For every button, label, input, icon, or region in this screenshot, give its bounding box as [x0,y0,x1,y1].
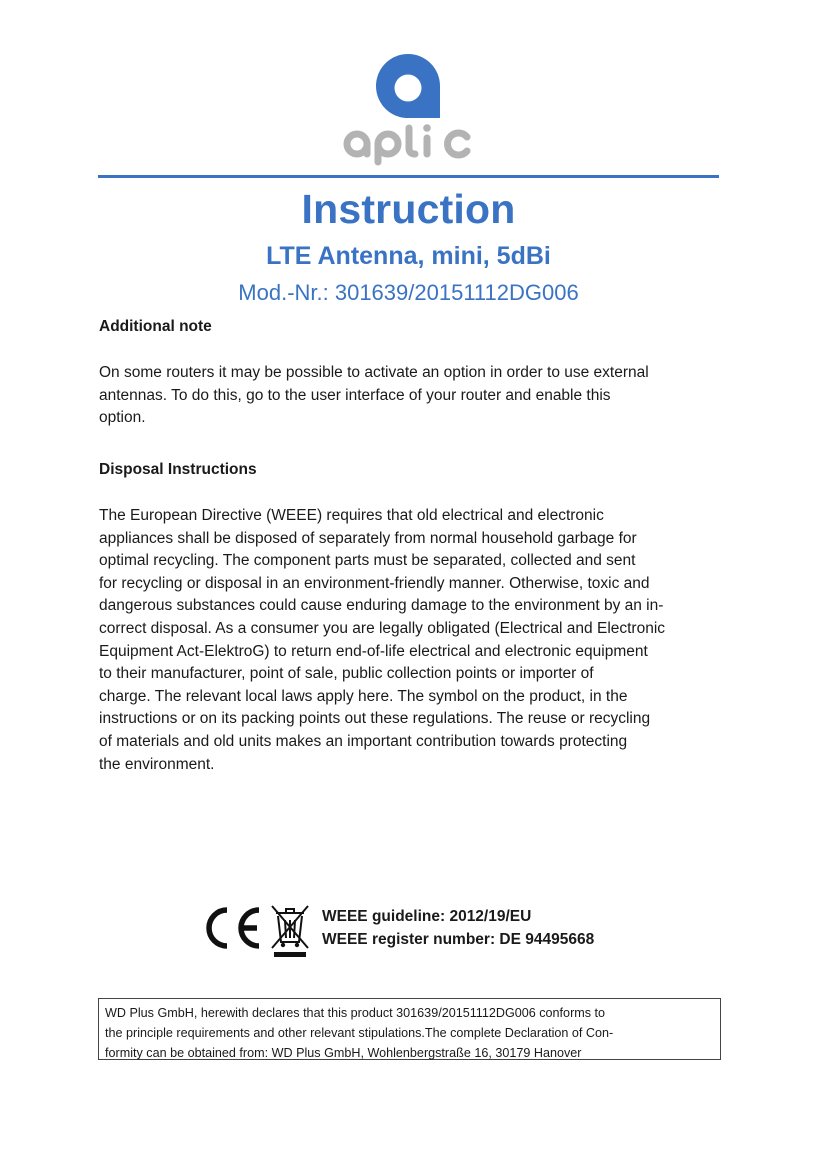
additional-note-heading: Additional note [99,318,212,335]
text-line: charge. The relevant local laws apply here. The symbol on the product, in the [99,687,628,705]
aplic-logo-icon [374,52,442,120]
text-line: for recycling or disposal in an environment-friendly manner. Otherwise, toxic and [99,574,650,592]
text-line: appliances shall be disposed of separately from normal household garbage for [99,529,637,547]
text-line: antennas. To do this, go to the user interface of your router and enable this [99,386,611,404]
model-number: Mod.-Nr.: 301639/20151112DG006 [238,280,579,305]
text-line: The European Directive (WEEE) requires that old electrical and electronic [99,507,604,524]
weee-info [322,905,594,951]
text-line: dangerous substances could cause enduring damage to the environment by an in- [99,597,664,615]
disposal-heading: Disposal Instructions [99,461,257,478]
declaration-of-conformity-box [98,998,721,1060]
text-line: correct disposal. As a consumer you are legally obligated (Electrical and Electronic [99,619,666,637]
declaration-line: formity can be obtained from: WD Plus GmbH, Wohlenbergstraße 16, 30179 Hanover [105,1046,582,1060]
text-line: of materials and old units makes an important contribution towards protecting [99,732,628,750]
header-divider [98,175,719,178]
text-line: option. [99,409,146,427]
declaration-line: WD Plus GmbH, herewith declares that this product 301639/20151112DG006 conforms to [105,1006,606,1020]
crossed-out-bin-icon [270,902,310,958]
additional-note-text [99,362,724,430]
text-line: to their manufacturer, point of sale, public collection points or importer of [99,665,594,683]
disposal-text [99,505,724,776]
weee-guideline: WEEE guideline: 2012/19/EU [322,908,532,925]
aplic-wordmark [343,124,475,166]
page-title: Instruction [301,186,516,232]
product-name: LTE Antenna, mini, 5dBi [266,242,551,270]
ce-mark-icon [201,906,263,950]
text-line: Equipment Act-ElektroG) to return end-of-life electrical and electronic equipment [99,642,648,660]
declaration-line: the principle requirements and other relevant stipulations.The complete Declaration of Con- [105,1026,614,1040]
weee-register-number: WEEE register number: DE 94495668 [322,931,595,948]
text-line: the environment. [99,755,215,773]
text-line: optimal recycling. The component parts must be separated, collected and sent [99,552,636,570]
text-line: On some routers it may be possible to activate an option in order to use external [99,364,649,381]
text-line: instructions or on its packing points out these regulations. The reuse or recycling [99,710,651,728]
